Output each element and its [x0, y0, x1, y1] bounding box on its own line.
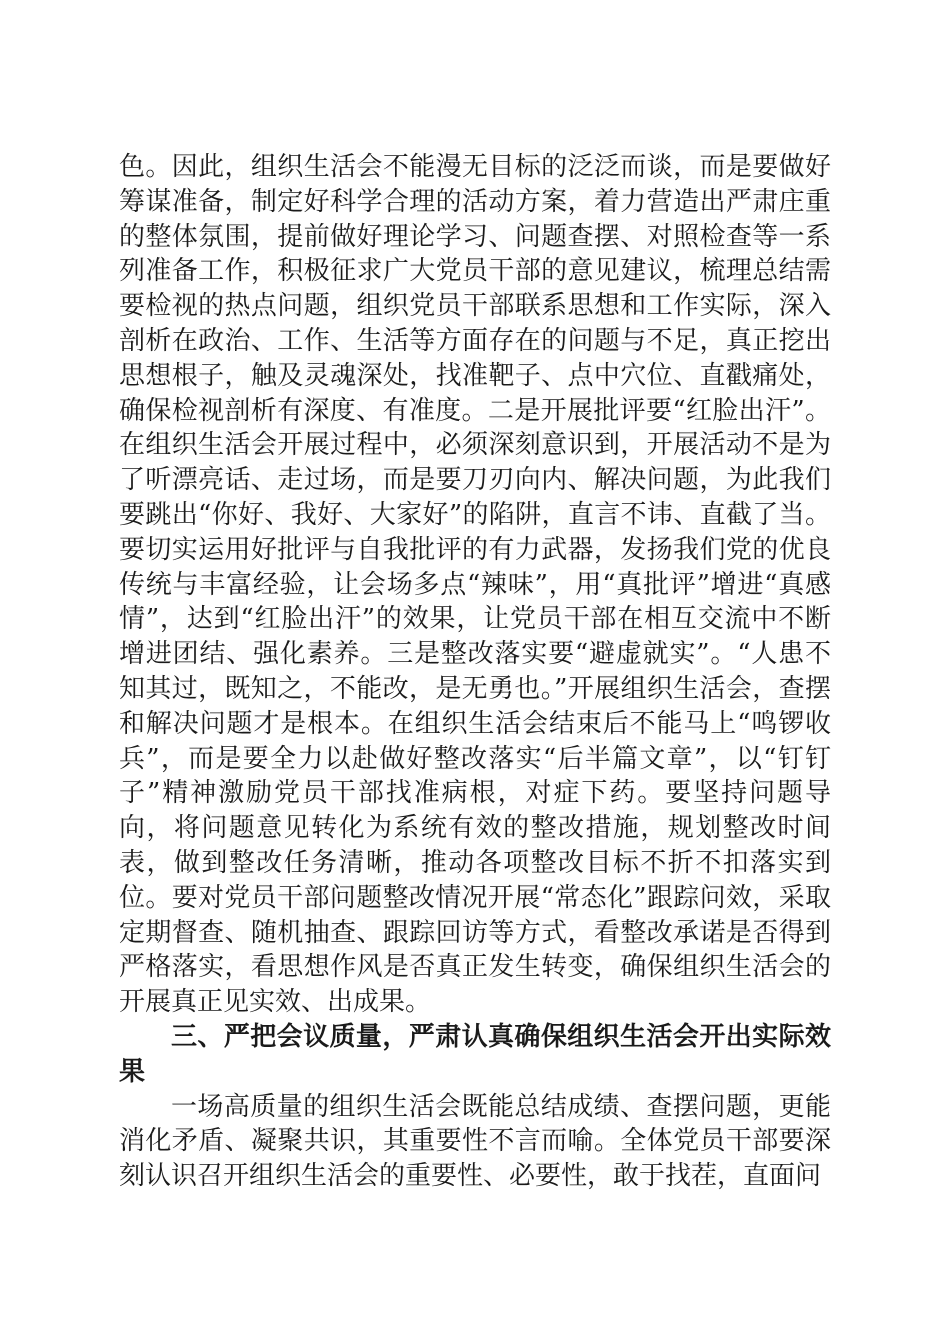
body-paragraph: 一场高质量的组织生活会既能总结成绩、查摆问题，更能消化矛盾、凝聚共识，其重要性不言而喻。全体党员干部要深刻认识召开组织生活会的重要性、必要性，敢于找茬，直面问 — [119, 1091, 831, 1192]
body-paragraph-continued: 色。因此，组织生活会不能漫无目标的泛泛而谈，而是要做好筹谋准备，制定好科学合理的活动方案，着力营造出严肃庄重的整体氛围，提前做好理论学习、问题查摆、对照检查等一系列准备工作，积极征求广大党员干部的意见建议，梳理总结需要检视的热点问题，组织党员干部联系思想和工作实际，深入剖析在政治、工作、生活等方面存在的问题与不足，真正挖出思想根子，触及灵魂深处，找准靶子、点中穴位、直戳痛处，确保检视剖析有深度、有准度。二是开展批评要“红脸出汗”。在组织生活会开展过程中，必须深刻意识到，开展活动不是为了听漂亮话、走过场，而是要刀刃向内、解决问题，为此我们要跳出“你好、我好、大家好”的陷阱，直言不讳、直截了当。要切实运用好批评与自我批评的有力武器，发扬我们党的优良传统与丰富经验，让会场多点“辣味”，用“真批评”增进“真感情”，达到“红脸出汗”的效果，让党员干部在相互交流中不断增进团结、强化素养。三是整改落实要“避虚就实”。“人患不知其过，既知之，不能改，是无勇也。”开展组织生活会，查摆和解决问题才是根本。在组织生活会结束后不能马上“鸣锣收兵”，而是要全力以赴做好整改落实“后半篇文章”，以“钉钉子”精神激励党员干部找准病根，对症下药。要坚持问题导向，将问题意见转化为系统有效的整改措施，规划整改时间表，做到整改任务清晰，推动各项整改目标不折不扣落实到位。要对党员干部问题整改情况开展“常态化”跟踪问效，采取定期督查、随机抽查、跟踪回访等方式，看整改承诺是否得到严格落实，看思想作风是否真正发生转变，确保组织生活会的开展真正见实效、出成果。 — [119, 152, 831, 1018]
document-body — [119, 150, 831, 1194]
section-heading: 三、严把会议质量，严肃认真确保组织生活会开出实际效果 — [119, 1021, 831, 1087]
